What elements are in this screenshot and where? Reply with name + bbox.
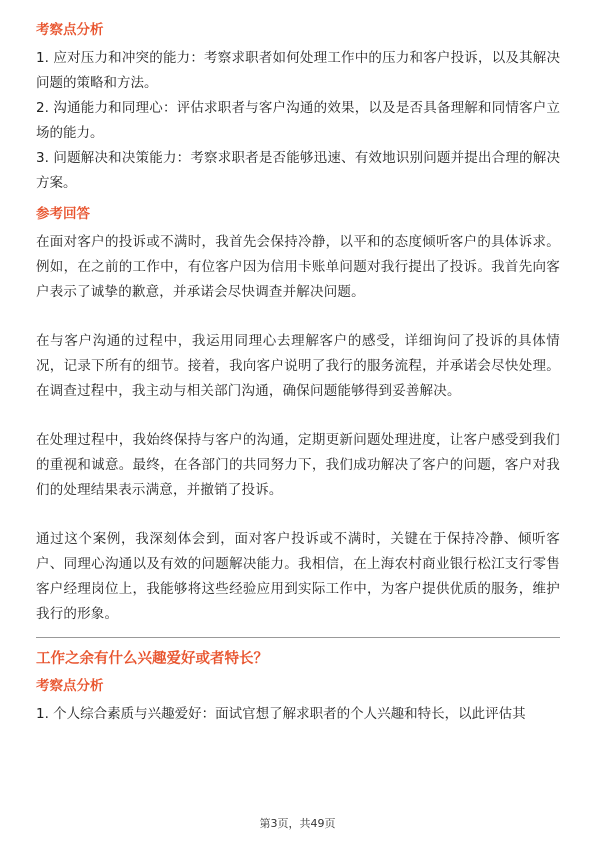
section-heading-answer: 参考回答 xyxy=(36,206,90,222)
section-divider xyxy=(36,637,560,638)
answer-paragraph-4: 通过这个案例，我深刻体会到，面对客户投诉或不满时，关键在于保持冷静、倾听客户、同理心沟通以及有效的问题解决能力。我相信，在上海农村商业银行松江支行零售客户经理岗位上，我能够将这些经验应用到实际工作中，为客户提供优质的服务，维护我行的形象。 xyxy=(36,531,560,622)
spacer xyxy=(36,404,560,428)
page-content xyxy=(36,20,560,727)
answer-paragraph-2: 在与客户沟通的过程中，我运用同理心去理解客户的感受，详细询问了投诉的具体情况，记录下所有的细节。接着，我向客户说明了我行的服务流程，并承诺会尽快处理。在调查过程中，我主动与相关部门沟通，确保问题能够得到妥善解决。 xyxy=(36,333,560,399)
answer-paragraph-1: 在面对客户的投诉或不满时，我首先会保持冷静，以平和的态度倾听客户的具体诉求。例如，在之前的工作中，有位客户因为信用卡账单问题对我行提出了投诉。我首先向客户表示了诚挚的歉意，并承诺会尽快调查并解决问题。 xyxy=(36,234,560,300)
analysis-item-3: 3. 问题解决和决策能力：考察求职者是否能够迅速、有效地识别问题并提出合理的解决方案。 xyxy=(36,150,560,191)
page-number: 第3页，共49页 xyxy=(259,817,336,830)
analysis-item-2: 2. 沟通能力和同理心：评估求职者与客户沟通的效果，以及是否具备理解和同情客户立场的能力。 xyxy=(36,100,560,141)
analysis-item-q2-1: 1. 个人综合素质与兴趣爱好：面试官想了解求职者的个人兴趣和特长，以此评估其 xyxy=(36,706,526,722)
spacer xyxy=(36,196,560,204)
answer-paragraph-3: 在处理过程中，我始终保持与客户的沟通，定期更新问题处理进度，让客户感受到我们的重视和诚意。最终，在各部门的共同努力下，我们成功解决了客户的问题，客户对我们的处理结果表示满意，并撤销了投诉。 xyxy=(36,432,560,498)
section-heading-analysis: 考察点分析 xyxy=(36,22,104,38)
analysis-item-1: 1. 应对压力和冲突的能力：考察求职者如何处理工作中的压力和客户投诉，以及其解决问题的策略和方法。 xyxy=(36,50,560,91)
spacer xyxy=(36,305,560,329)
section-heading-analysis-2: 考察点分析 xyxy=(36,678,104,694)
question-title: 工作之余有什么兴趣爱好或者特长？ xyxy=(36,651,268,667)
spacer xyxy=(36,503,560,527)
